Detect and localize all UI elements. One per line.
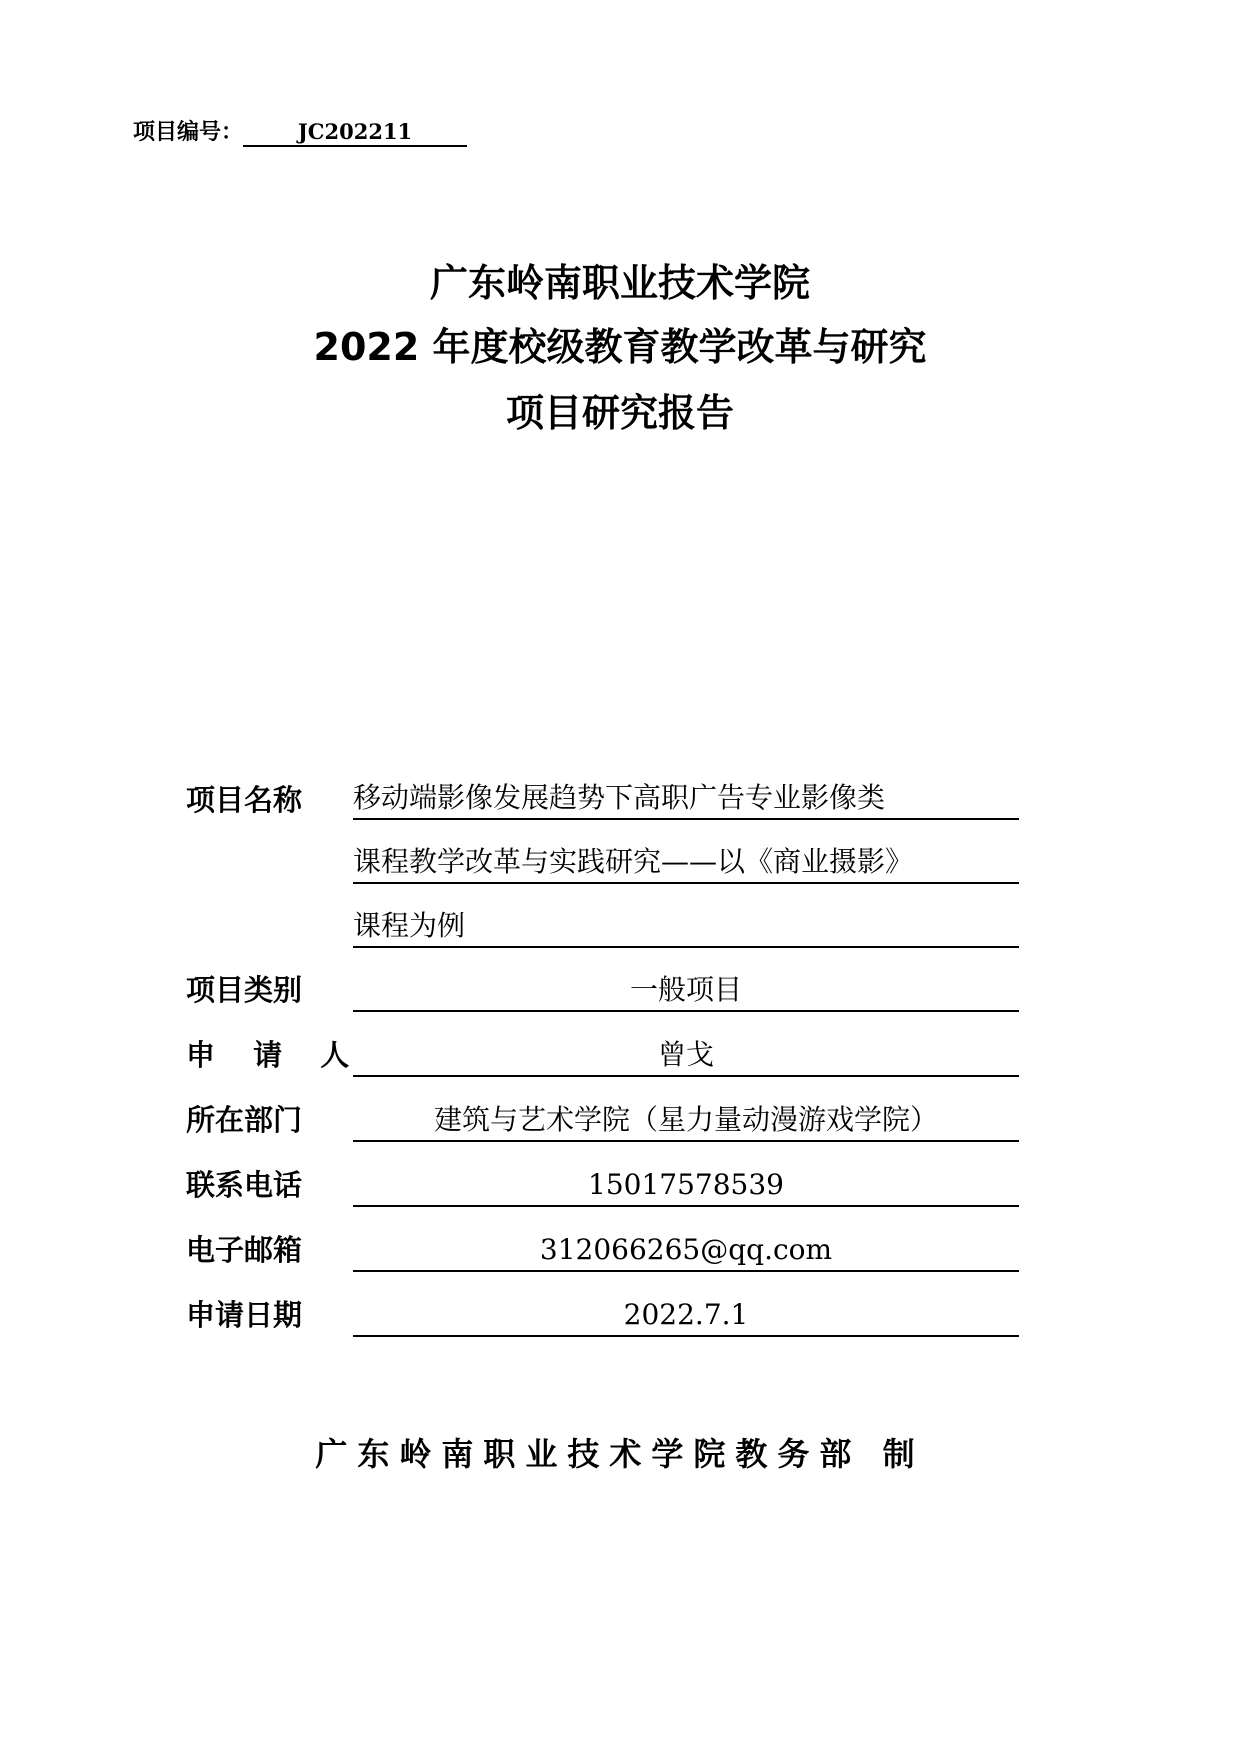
applicant-label: 申 请 人 [186,1038,364,1072]
project-number [133,118,467,148]
email-value: 312066265@qq.com [353,1230,1019,1272]
phone-label: 联系电话 [186,1168,303,1202]
project-number-value: JC202211 [243,119,467,147]
title-line-3: 项目研究报告 [505,391,734,435]
email-label: 电子邮箱 [186,1233,303,1267]
project-category-value: 一般项目 [353,970,1019,1012]
date-value: 2022.7.1 [353,1295,1019,1337]
project-name-line-3: 课程为例 [353,906,1019,948]
project-number-label: 项目编号： [133,120,244,145]
date-label: 申请日期 [186,1298,303,1332]
department-label: 所在部门 [186,1103,303,1137]
department-value: 建筑与艺术学院（星力量动漫游戏学院） [353,1100,1019,1142]
project-category-label: 项目类别 [186,973,303,1007]
phone-value: 15017578539 [353,1165,1019,1207]
title-line-1: 广东岭南职业技术学院 [429,261,810,305]
title-line-2: 2022 年度校级教育教学改革与研究 [313,325,927,369]
footer-issuer: 广东岭南职业技术学院教务部 制 [315,1435,925,1473]
project-name-line-1: 移动端影像发展趋势下高职广告专业影像类 [353,778,1019,820]
project-name-label: 项目名称 [186,783,303,817]
applicant-value: 曾戈 [353,1035,1019,1077]
project-name-line-2: 课程教学改革与实践研究——以《商业摄影》 [353,842,1019,884]
